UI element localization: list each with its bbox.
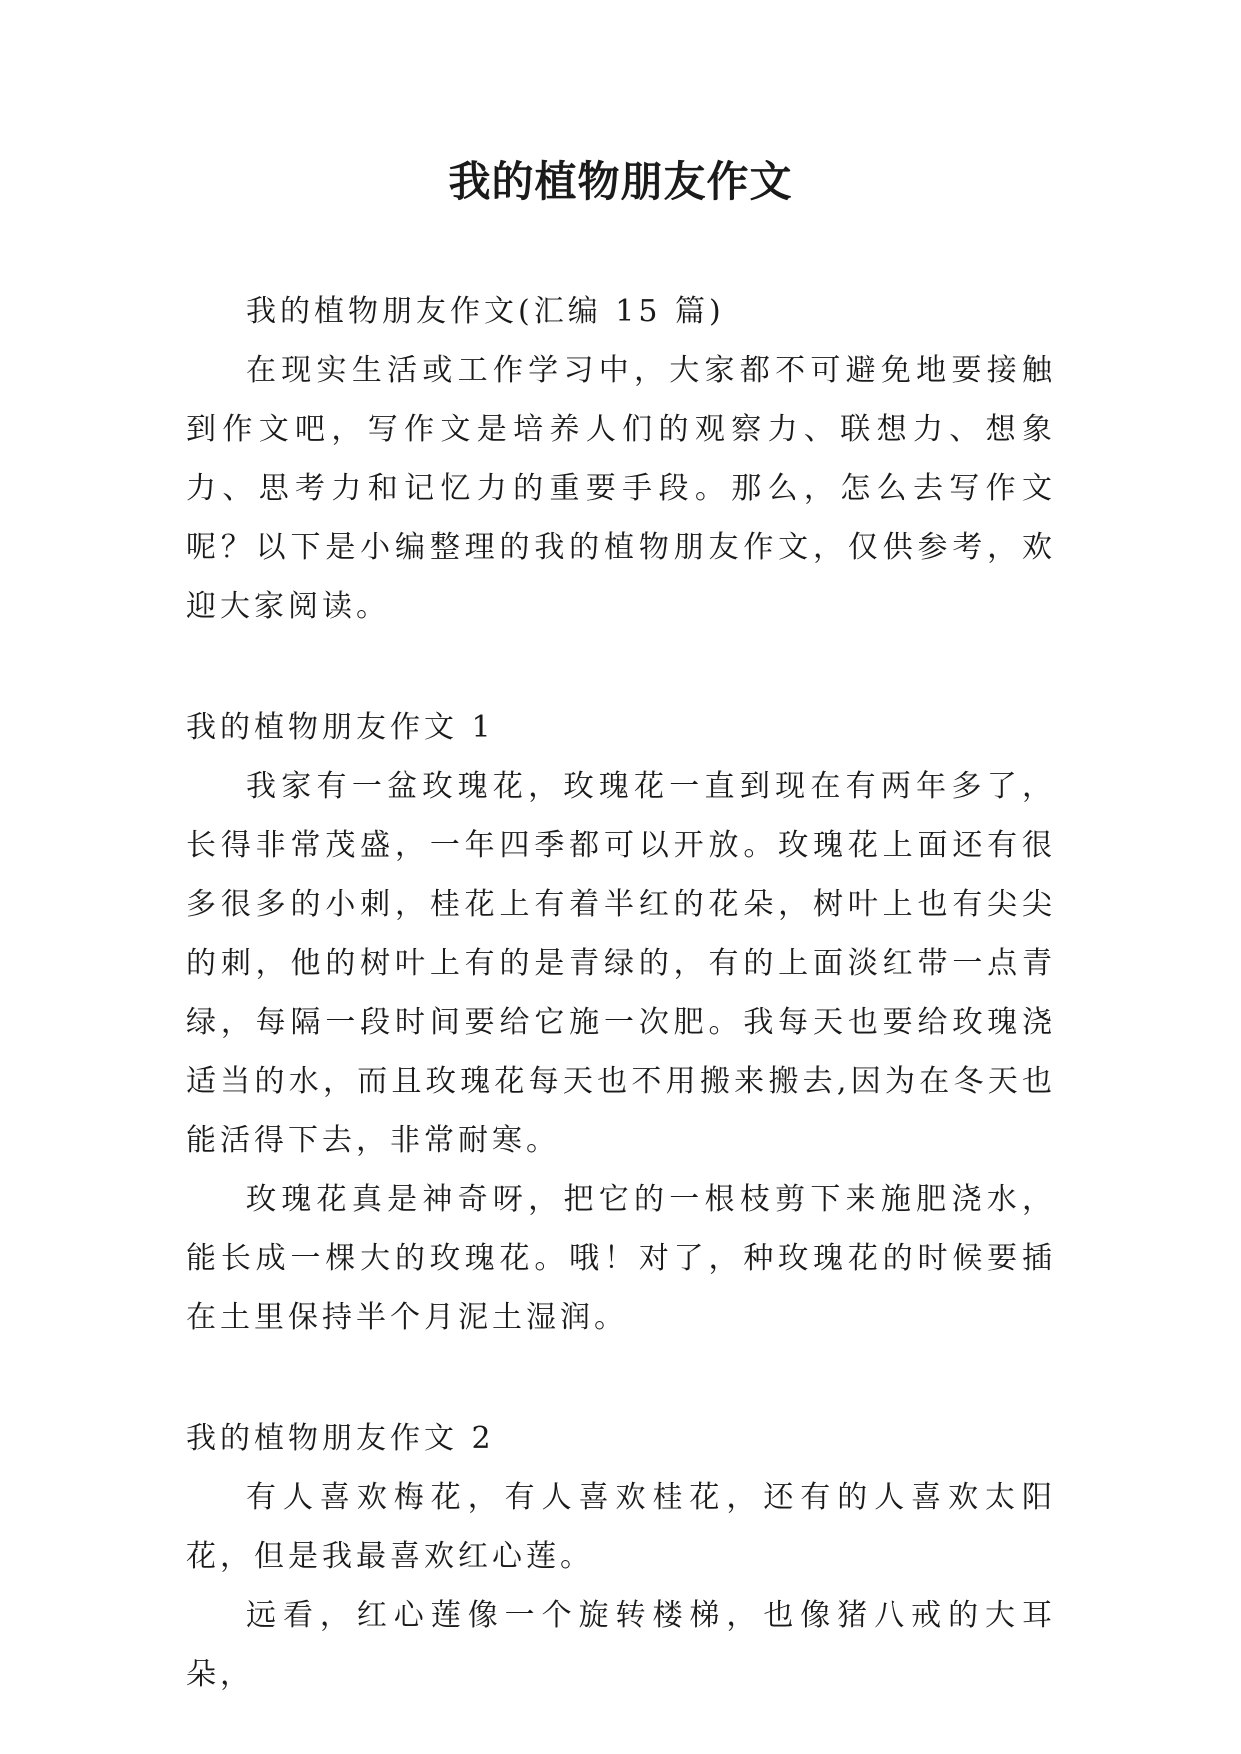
document-body: [186, 282, 1056, 1704]
section-paragraph: 我家有一盆玫瑰花，玫瑰花一直到现在有两年多了，长得非常茂盛，一年四季都可以开放。玫瑰花上面还有很多很多的小刺，桂花上有着半红的花朵，树叶上也有尖尖的刺，他的树叶上有的是青绿的，有的上面淡红带一点青绿，每隔一段时间要给它施一次肥。我每天也要给玫瑰浇适当的水，而且玫瑰花每天也不用搬来搬去,因为在冬天也能活得下去，非常耐寒。: [186, 769, 1056, 1158]
intro-paragraph: 在现实生活或工作学习中，大家都不可避免地要接触到作文吧，写作文是培养人们的观察力、联想力、想象力、思考力和记忆力的重要手段。那么，怎么去写作文呢？以下是小编整理的我的植物朋友作文，仅供参考，欢迎大家阅读。: [186, 353, 1056, 624]
section-paragraph: 有人喜欢梅花，有人喜欢桂花，还有的人喜欢太阳花，但是我最喜欢红心莲。: [186, 1480, 1056, 1574]
section-heading: 我的植物朋友作文 1: [186, 710, 495, 745]
section-gap: [186, 1347, 1056, 1409]
section-paragraph: 玫瑰花真是神奇呀，把它的一根枝剪下来施肥浇水，能长成一棵大的玫瑰花。哦！对了，种玫瑰花的时候要插在土里保持半个月泥土湿润。: [186, 1182, 1056, 1335]
section-heading: 我的植物朋友作文 2: [186, 1421, 495, 1456]
section-paragraph: 远看，红心莲像一个旋转楼梯，也像猪八戒的大耳朵，: [186, 1598, 1056, 1692]
document-subtitle: 我的植物朋友作文(汇编 15 篇): [246, 294, 725, 329]
section-gap: [186, 636, 1056, 698]
document-title: 我的植物朋友作文: [448, 157, 793, 206]
